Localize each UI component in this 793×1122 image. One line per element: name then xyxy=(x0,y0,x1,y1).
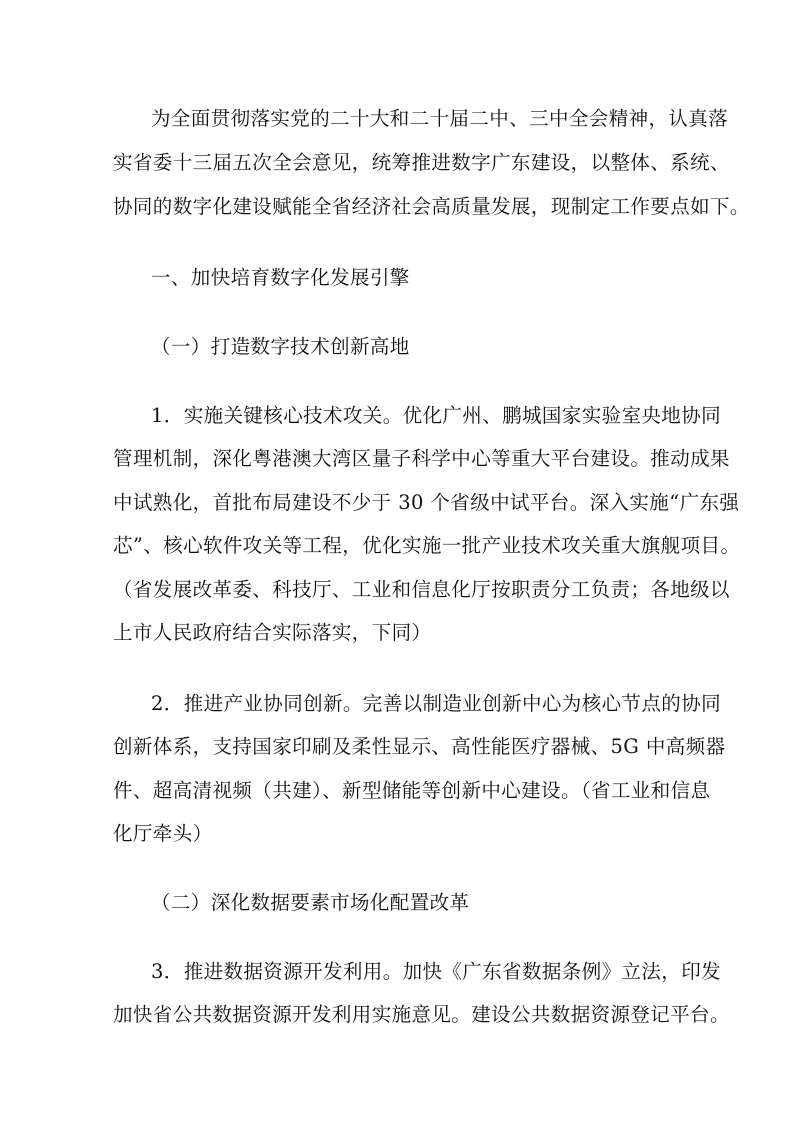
item-2-line-3: 件、超高清视频（共建）、新型储能等创新中心建设。（省工业和信息 xyxy=(113,779,711,802)
section-heading-1: 一、加快培育数字化发展引擎 xyxy=(151,266,410,289)
subsection-heading-2: （二）深化数据要素市场化配置改革 xyxy=(151,891,470,914)
item-1-line-4: 芯”、核心软件攻关等工程，优化实施一批产业技术攻关重大旗舰项目。 xyxy=(113,534,741,557)
item-3-line-2: 加快省公共数据资源开发利用实施意见。建设公共数据资源登记平台。 xyxy=(113,1003,730,1026)
intro-line-1: 为全面贯彻落实党的二十大和二十届二中、三中全会精神，认真落 xyxy=(151,107,729,130)
item-2-line-1: 2．推进产业协同创新。完善以制造业创新中心为核心节点的协同 xyxy=(151,692,722,715)
item-1-line-5: （省发展改革委、科技厅、工业和信息化厅按职责分工负责；各地级以 xyxy=(113,578,730,601)
item-2-line-4: 化厅牵头） xyxy=(113,822,213,845)
item-1-line-6: 上市人民政府结合实际落实，下同） xyxy=(113,621,432,644)
item-1-line-3: 中试熟化，首批布局建设不少于 30 个省级中试平台。深入实施“广东强 xyxy=(113,491,740,514)
item-1-line-2: 管理机制，深化粤港澳大湾区量子科学中心等重大平台建设。推动成果 xyxy=(113,447,730,470)
item-2-line-2: 创新体系，支持国家印刷及柔性显示、高性能医疗器械、5G 中高频器 xyxy=(113,735,726,758)
intro-line-2: 实省委十三届五次全会意见，统筹推进数字广东建设，以整体、系统、 xyxy=(113,151,730,174)
subsection-heading-1: （一）打造数字技术创新高地 xyxy=(151,335,410,358)
item-1-line-1: 1．实施关键核心技术攻关。优化广州、鹏城国家实验室央地协同 xyxy=(151,404,722,427)
intro-line-3: 协同的数字化建设赋能全省经济社会高质量发展，现制定工作要点如下。 xyxy=(113,195,750,218)
item-3-line-1: 3．推进数据资源开发利用。加快《广东省数据条例》立法，印发 xyxy=(151,960,722,983)
